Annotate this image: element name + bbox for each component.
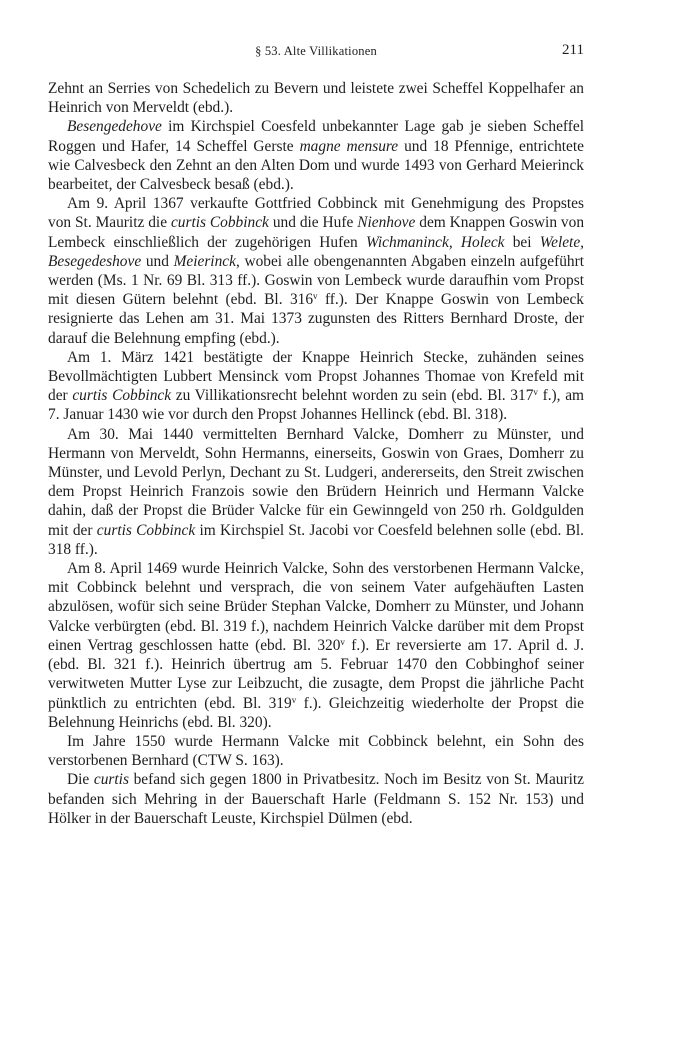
text-run: und die Hufe [268,214,358,232]
text-run: Am 8. April 1469 wurde Heinrich Valcke, Sohn des verstorbenen Hermann Valcke, mit Cobbinck belehnt und versprach, die von seinem Vater aufgehäuften Lasten abzulösen, wofür sich seine Brüder Stephan Valcke, Domherr zu Münster, und Johann Valcke verbürgten (ebd. Bl. 319 f.), nachdem Heinrich Valcke darüber mit dem Propst einen Vertrag geschlossen hatte (ebd. Bl. 320 [48,560,584,654]
superscript: v [340,636,345,647]
italic-term: magne mensure [299,137,399,155]
italic-term: Besengedehove [67,118,162,136]
text-run: bei [504,233,540,251]
paragraph [48,348,584,425]
running-title: § 53. Alte Villikationen [255,44,377,58]
text-run: f.). Er reversierte am 17. April d. J. (ebd. Bl. 321 f.). Heinrich übertrug am 5. Februar 1470 den Cobbinghof seiner verwitweten Mutter Lyse zur Leibzucht, die zusagte, dem Propst die jährliche Pacht pünktlich zu entrichten (ebd. Bl. 319 [48,636,584,712]
paragraph [48,559,584,732]
text-run: im Kirchspiel Coesfeld unbekannter Lage gab je sieben Scheffel Roggen und Hafer, 14 Scheffel Gerste [48,118,584,155]
text-run: im Kirchspiel St. Jacobi vor Coesfeld belehnen solle (ebd. Bl. 318 ff.). [48,521,585,558]
paragraph [48,194,584,348]
text-run: und [141,252,174,270]
running-head [48,42,584,66]
book-page [48,42,584,828]
italic-term: curtis [93,771,129,789]
text-run: f.), am 7. Januar 1430 wie vor durch den Propst Johannes Hellinck (ebd. Bl. 318). [48,387,585,424]
italic-term: Wichmaninck, Holeck [365,233,505,251]
italic-term: curtis Cobbinck [170,214,269,232]
paragraph [48,79,584,117]
page-number: 211 [562,42,584,58]
text-run: Am 1. März 1421 bestätigte der Knappe Heinrich Stecke, zuhänden seines Bevollmächtigten Lubbert Mensinck vom Propst Johannes Thomae von Krefeld mit der [48,348,584,405]
text-run: Im Jahre 1550 wurde Hermann Valcke mit Cobbinck belehnt, ein Sohn des verstorbenen Bernhard (CTW S. 163). [48,732,584,770]
superscript: v [291,694,297,705]
text-run: ff.). Der Knappe Goswin von Lembeck resignierte das Lehen am 31. Mai 1373 zugunsten des Ritters Bernhard Droste, der darauf die Belehnung empfing (ebd.). [48,291,584,347]
text-run: Zehnt an Serries von Schedelich zu Bevern und leistete zwei Scheffel Koppelhafer an Heinrich von Merveldt (ebd.). [48,80,584,117]
paragraph [48,770,584,828]
italic-term: Meierinck [173,252,236,270]
italic-term: curtis Cobbinck [96,521,196,539]
italic-term: Welete, Besegedeshove [48,233,585,270]
text-run: , wobei alle obengenannten Abgaben einzeln aufgeführt werden (Ms. 1 Nr. 69 Bl. 313 ff.). Goswin von Lembeck wurde daraufhin vom Propst mit diesen Gütern belehnt (ebd. Bl. 316 [48,252,584,309]
text-run: dem Knappen Goswin von Lembeck einschließlich der zugehörigen Hufen [48,214,585,251]
paragraph [48,117,584,194]
body-text [48,79,584,828]
italic-term: Nienhove [357,214,416,232]
superscript: v [533,387,538,398]
superscript: v [313,291,318,302]
italic-term: curtis Cobbinck [72,387,172,405]
text-run: Am 30. Mai 1440 vermittelten Bernhard Valcke, Domherr zu Münster, und Hermann von Merveldt, Sohn Hermanns, einerseits, Goswin von Graes, Domherr zu Münster, und Levold Perlyn, Dechant zu St. Ludgeri, andererseits, den Streit zwischen dem Propst Heinrich Franzois sowie den Brüdern Heinrich und Hermann Valcke dahin, daß der Propst die Brüder Valcke für ein Gewinngeld von 250 rh. Goldgulden mit der [48,425,584,539]
text-run: zu Villikationsrecht belehnt worden zu sein (ebd. Bl. 317 [171,387,534,405]
text-run: Am 9. April 1367 verkaufte Gottfried Cobbinck mit Genehmigung des Propstes von St. Mauritz die [48,195,584,232]
paragraph [48,732,584,770]
text-run: Die [67,771,94,789]
paragraph [48,425,584,559]
text-run: befand sich gegen 1800 in Privatbesitz. Noch im Besitz von St. Mauritz befanden sich Mehring in der Bauerschaft Harle (Feldmann S. 152 Nr. 153) und Hölker in der Bauerschaft Leuste, Kirchspiel Dülmen (ebd. [48,771,584,827]
text-run: f.). Gleichzeitig wiederholte der Propst die Belehnung Heinrichs (ebd. Bl. 320). [48,694,584,731]
text-run: und 18 Pfennige, entrichtete wie Calvesbeck den Zehnt an den Alten Dom und wurde 1493 von Gerhard Meierinck bearbeitet, der Calvesbeck besaß (ebd.). [48,137,584,194]
